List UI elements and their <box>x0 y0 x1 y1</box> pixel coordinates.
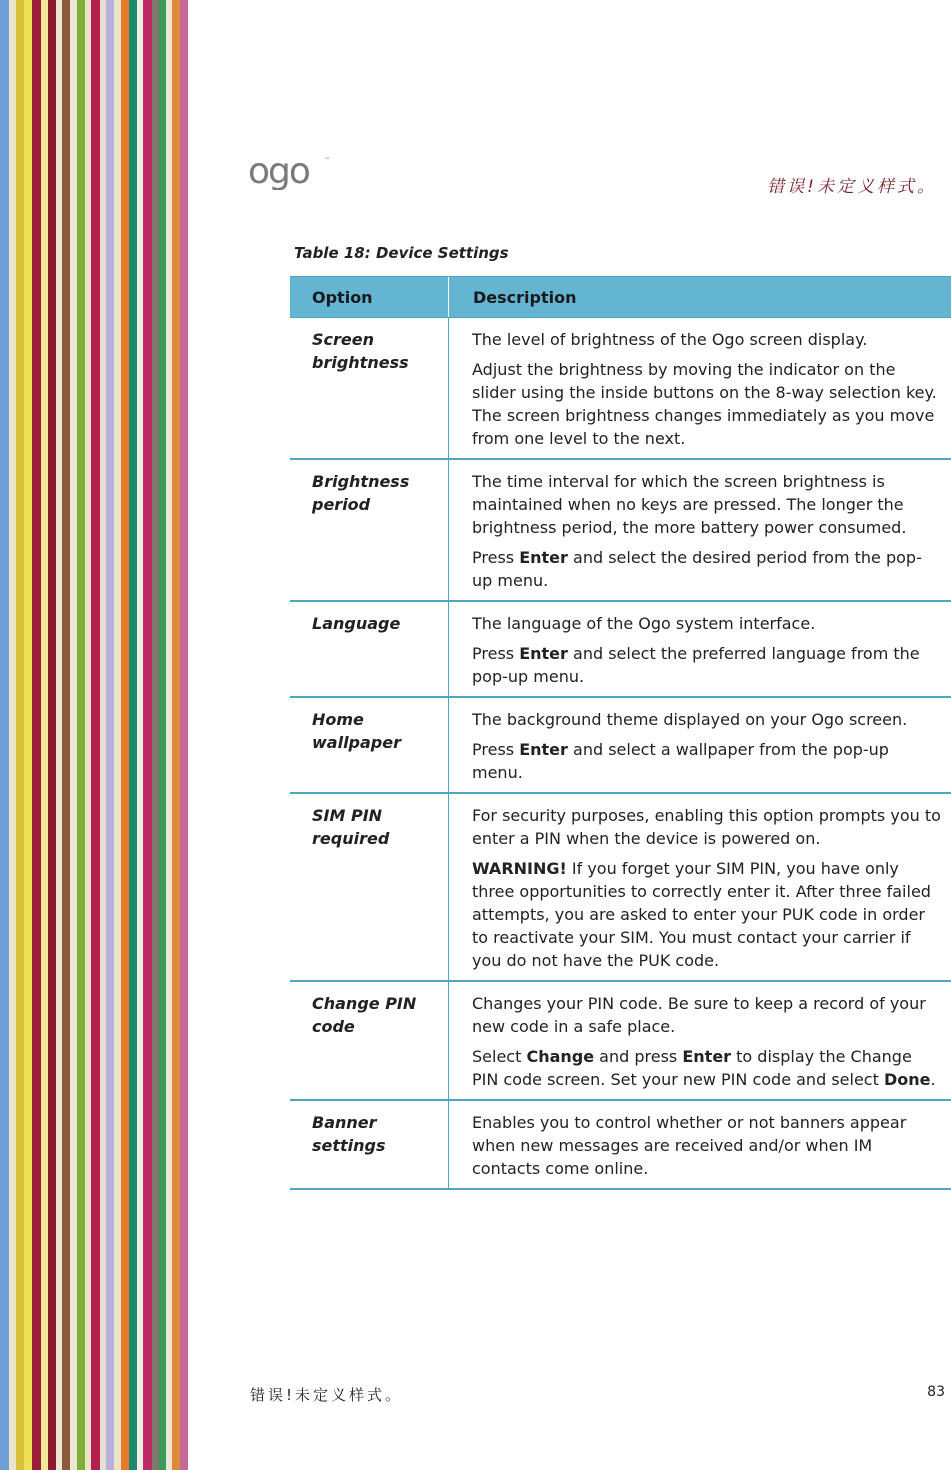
description-paragraph <box>472 328 941 351</box>
description-cell <box>449 1100 951 1189</box>
color-stripe <box>62 0 70 1470</box>
description-text: and press <box>594 1047 683 1066</box>
description-paragraph <box>472 358 941 450</box>
color-stripe <box>48 0 56 1470</box>
color-stripe <box>159 0 166 1470</box>
color-stripe <box>180 0 188 1470</box>
description-paragraph <box>472 612 941 635</box>
description-cell <box>449 459 951 601</box>
decorative-color-stripes <box>0 0 200 1470</box>
option-cell: Home wallpaper <box>290 697 449 793</box>
color-stripe <box>70 0 77 1470</box>
option-column-header: Option <box>290 277 449 318</box>
table-header-row <box>290 277 951 318</box>
table-row <box>290 697 951 793</box>
table-row <box>290 793 951 981</box>
emphasized-term: Enter <box>519 644 568 663</box>
footer-style-error: 错误!未定义样式。 <box>250 1386 404 1404</box>
color-stripe <box>121 0 129 1470</box>
color-stripe <box>129 0 137 1470</box>
description-text: Press <box>472 548 520 567</box>
description-text: Adjust the brightness by moving the indicator on the slider using the inside buttons on the 8-way selection key. The screen brightness changes immediately as you move from one level to the next. <box>472 360 937 448</box>
option-cell: Screen brightness <box>290 318 449 460</box>
color-stripe <box>143 0 152 1470</box>
emphasized-term: Enter <box>519 740 568 759</box>
device-settings-table <box>290 276 951 1190</box>
description-paragraph <box>472 708 941 731</box>
description-cell <box>449 981 951 1100</box>
description-text: . <box>930 1070 936 1089</box>
page-number: 83 <box>927 1384 945 1400</box>
color-stripe <box>9 0 16 1470</box>
description-cell <box>449 697 951 793</box>
description-paragraph <box>472 1045 941 1091</box>
description-text: Press <box>472 644 520 663</box>
description-text: Enables you to control whether or not banners appear when new messages are received and/or when IM contacts come online. <box>472 1113 907 1178</box>
description-text: and select a wallpaper from the pop-up menu. <box>472 740 889 782</box>
description-paragraph <box>472 857 941 972</box>
description-text: The language of the Ogo system interface. <box>472 614 816 633</box>
color-stripe <box>77 0 85 1470</box>
svg-text:ogo: ogo <box>248 151 309 190</box>
description-text: Select <box>472 1047 527 1066</box>
color-stripe <box>172 0 180 1470</box>
description-column-header: Description <box>449 277 951 318</box>
description-text: The level of brightness of the Ogo screen display. <box>472 330 868 349</box>
option-cell: Brightness period <box>290 459 449 601</box>
description-paragraph <box>472 470 941 539</box>
description-text: If you forget your SIM PIN, you have only three opportunities to correctly enter it. After three failed attempts, you are asked to enter your PUK code in order to reactivate your SIM. You must contact your carrier if you do not have the PUK code. <box>472 859 931 970</box>
description-text: to display the Change PIN code screen. Set your new PIN code and select <box>472 1047 912 1089</box>
color-stripe <box>106 0 114 1470</box>
color-stripe <box>91 0 100 1470</box>
description-paragraph <box>472 738 941 784</box>
color-stripe <box>41 0 48 1470</box>
color-stripe <box>152 0 159 1470</box>
description-text: Changes your PIN code. Be sure to keep a record of your new code in a safe place. <box>472 994 926 1036</box>
emphasized-term: Done <box>883 1070 931 1089</box>
description-text: and select the preferred language from the pop-up menu. <box>472 644 920 686</box>
description-text: The background theme displayed on your Ogo screen. <box>472 710 908 729</box>
description-text: The time interval for which the screen brightness is maintained when no keys are pressed. The longer the brightness period, the more battery power consumed. <box>472 472 907 537</box>
color-stripe <box>16 0 24 1470</box>
description-paragraph <box>472 642 941 688</box>
color-stripe <box>114 0 121 1470</box>
description-text: For security purposes, enabling this option prompts you to enter a PIN when the device is powered on. <box>472 806 941 848</box>
description-paragraph <box>472 546 941 592</box>
description-paragraph <box>472 804 941 850</box>
option-cell: SIM PIN required <box>290 793 449 981</box>
option-cell: Language <box>290 601 449 697</box>
description-cell <box>449 318 951 460</box>
description-paragraph <box>472 1111 941 1180</box>
table-row <box>290 459 951 601</box>
table-row <box>290 1100 951 1189</box>
color-stripe <box>24 0 32 1470</box>
description-cell <box>449 601 951 697</box>
color-stripe <box>0 0 9 1470</box>
option-cell: Change PIN code <box>290 981 449 1100</box>
emphasized-term: WARNING! <box>472 859 567 878</box>
table-row <box>290 981 951 1100</box>
svg-text:™: ™ <box>324 157 330 164</box>
emphasized-term: Change <box>526 1047 595 1066</box>
table-row <box>290 601 951 697</box>
header-style-error: 错误!未定义样式。 <box>767 177 937 197</box>
table-row <box>290 318 951 460</box>
description-text: and select the desired period from the pop-up menu. <box>472 548 922 590</box>
option-cell: Banner settings <box>290 1100 449 1189</box>
emphasized-term: Enter <box>682 1047 732 1066</box>
description-text: Press <box>472 740 520 759</box>
color-stripe <box>32 0 41 1470</box>
description-paragraph <box>472 992 941 1038</box>
ogo-logo <box>248 150 332 190</box>
emphasized-term: Enter <box>519 548 568 567</box>
description-cell <box>449 793 951 981</box>
table-caption: Table 18: Device Settings <box>294 244 509 262</box>
